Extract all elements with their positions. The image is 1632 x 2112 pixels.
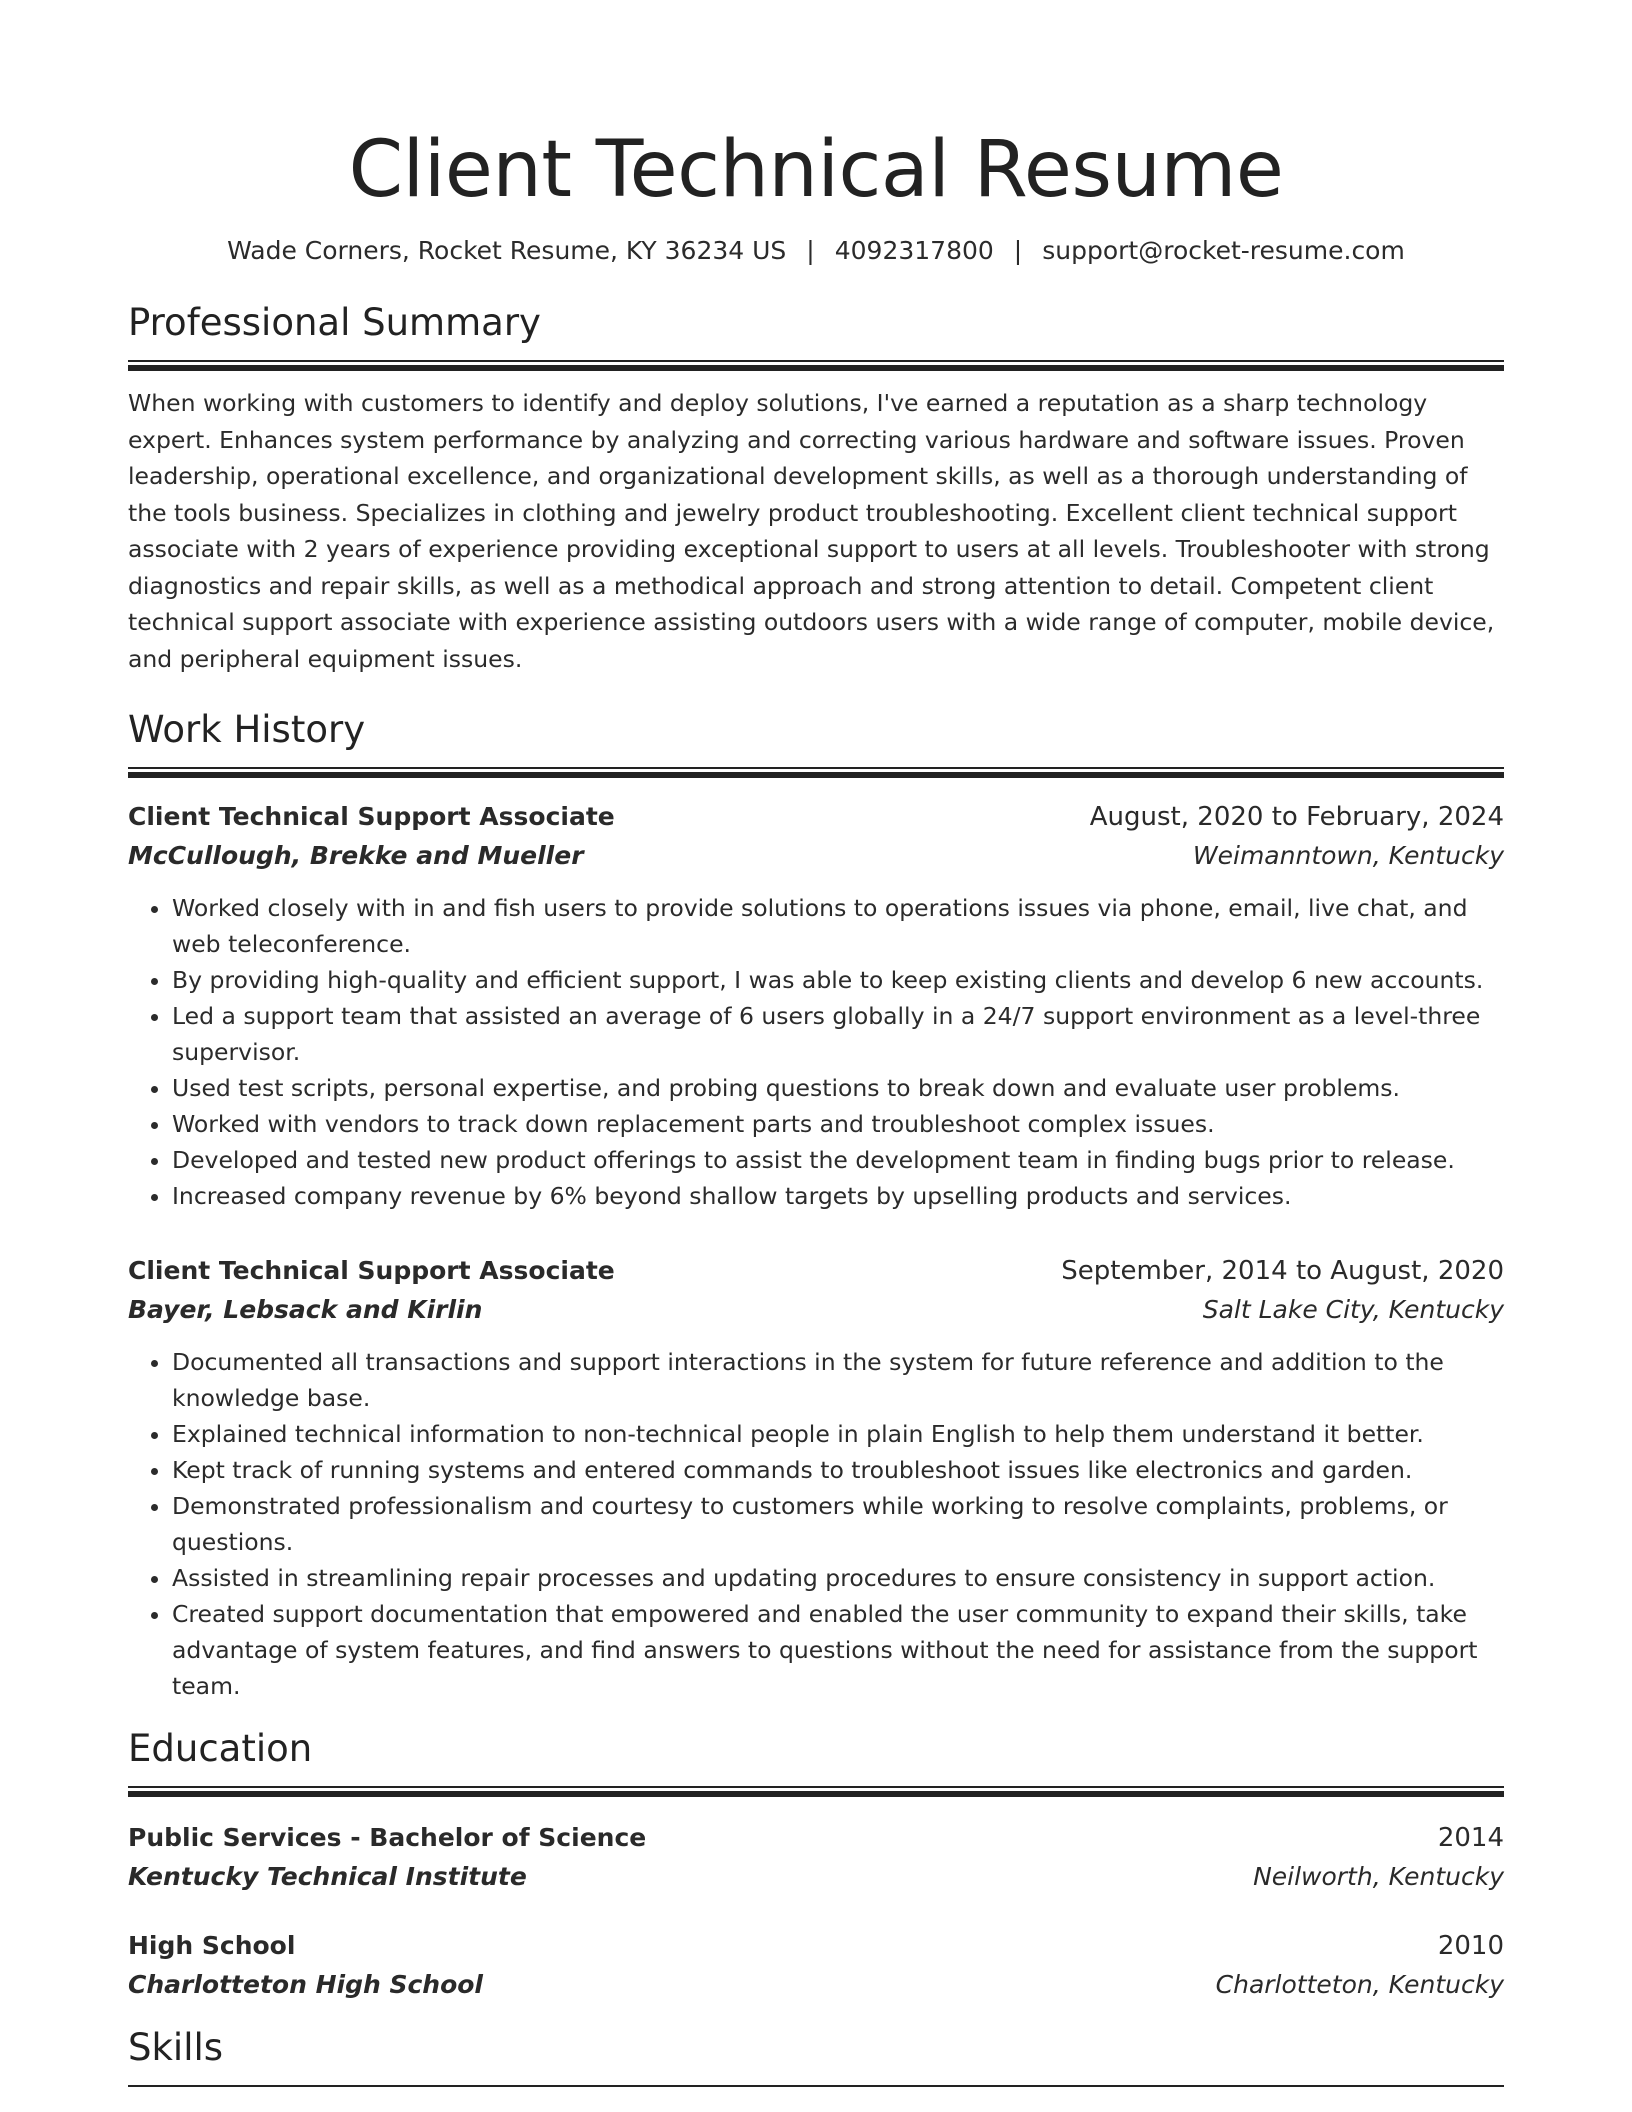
list-item: • Demonstrated professionalism and courtesy to customers while working to resolve complaints, problems, or questions. xyxy=(172,1488,1504,1560)
job-company: McCullough, Brekke and Mueller xyxy=(128,841,584,870)
education-degree: Public Services - Bachelor of Science xyxy=(128,1823,647,1852)
contact-separator: | xyxy=(806,236,815,265)
section-divider xyxy=(128,2085,1504,2087)
job-org-row xyxy=(128,836,1504,876)
list-item: • Explained technical information to non-technical people in plain English to help them understand it better. xyxy=(172,1416,1504,1452)
list-item: • Kept track of running systems and entered commands to troubleshoot issues like electronics and garden. xyxy=(172,1452,1504,1488)
list-item: • Created support documentation that empowered and enabled the user community to expand their skills, take advantage of system features, and find answers to questions without the need for assistance from the support team. xyxy=(172,1596,1504,1704)
contact-line xyxy=(128,234,1504,268)
section-divider xyxy=(128,360,1504,371)
list-item: • Assisted in streamlining repair processes and updating procedures to ensure consistency in support action. xyxy=(172,1560,1504,1596)
job-location: Salt Lake City, Kentucky xyxy=(1202,1295,1504,1324)
list-item: • Worked with vendors to track down replacement parts and troubleshoot complex issues. xyxy=(172,1106,1504,1142)
section-education xyxy=(128,1726,1504,2005)
job-bullets xyxy=(128,1344,1504,1704)
education-year: 2014 xyxy=(1437,1823,1504,1853)
list-item: • Developed and tested new product offerings to assist the development team in finding bugs prior to release. xyxy=(172,1142,1504,1178)
job-header-row xyxy=(128,798,1504,836)
section-title: Education xyxy=(128,1727,313,1770)
list-item: • By providing high-quality and efficient support, I was able to keep existing clients and develop 6 new accounts. xyxy=(172,962,1504,998)
education-location: Charlotteton, Kentucky xyxy=(1215,1970,1504,1999)
education-degree: High School xyxy=(128,1931,296,1960)
list-item: • Worked closely with in and fish users to provide solutions to operations issues via phone, email, live chat, and web teleconference. xyxy=(172,890,1504,962)
section-professional-summary xyxy=(128,300,1504,677)
education-year: 2010 xyxy=(1437,1931,1504,1961)
job-entry xyxy=(128,1252,1504,1704)
contact-separator: | xyxy=(1013,236,1023,265)
contact-phone: 4092317800 xyxy=(834,236,994,265)
list-item: • Led a support team that assisted an average of 6 users globally in a 24/7 support environment as a level-three supervisor. xyxy=(172,998,1504,1070)
job-company: Bayer, Lebsack and Kirlin xyxy=(128,1295,483,1324)
education-org-row xyxy=(128,1965,1504,2005)
education-entry xyxy=(128,1927,1504,2005)
job-org-row xyxy=(128,1290,1504,1330)
resume-header xyxy=(128,0,1504,268)
summary-text: When working with customers to identify and deploy solutions, I've earned a reputation as a sharp technology expert. Enhances system performance by analyzing and correcting various hardware and software issues. Proven leadership, operational excellence, and organizational development skills, as well as a thorough understanding of the tools business. Specializes in clothing and jewelry product troubleshooting. Excellent client technical support associate with 2 years of experience providing exceptional support to users at all levels. Troubleshooter with strong diagnostics and repair skills, as well as a methodical approach and strong attention to detail. Competent client technical support associate with experience assisting outdoors users with a wide range of computer, mobile device, and peripheral equipment issues. xyxy=(128,389,1495,673)
job-location: Weimanntown, Kentucky xyxy=(1192,841,1504,870)
education-org-row xyxy=(128,1857,1504,1897)
contact-email: support@rocket-resume.com xyxy=(1042,236,1405,265)
contact-address: Wade Corners, Rocket Resume, KY 36234 US xyxy=(227,236,787,265)
education-school: Charlotteton High School xyxy=(128,1970,484,1999)
section-skills xyxy=(128,2025,1504,2087)
section-divider xyxy=(128,1786,1504,1797)
section-work-history xyxy=(128,707,1504,1704)
job-dates: August, 2020 to February, 2024 xyxy=(1089,802,1504,832)
education-school: Kentucky Technical Institute xyxy=(128,1862,527,1891)
job-entry xyxy=(128,798,1504,1214)
resume-title: Client Technical Resume xyxy=(348,125,1284,215)
list-item: • Increased company revenue by 6% beyond shallow targets by upselling products and services. xyxy=(172,1178,1504,1214)
job-title: Client Technical Support Associate xyxy=(128,1256,615,1285)
education-header-row xyxy=(128,1927,1504,1965)
job-bullets xyxy=(128,890,1504,1214)
education-entry xyxy=(128,1819,1504,1897)
section-divider xyxy=(128,767,1504,778)
education-header-row xyxy=(128,1819,1504,1857)
section-title: Work History xyxy=(128,708,366,751)
section-title: Professional Summary xyxy=(128,301,541,344)
job-title: Client Technical Support Associate xyxy=(128,802,615,831)
section-title: Skills xyxy=(128,2026,224,2069)
list-item: • Used test scripts, personal expertise, and probing questions to break down and evaluate user problems. xyxy=(172,1070,1504,1106)
job-header-row xyxy=(128,1252,1504,1290)
job-dates: September, 2014 to August, 2020 xyxy=(1061,1256,1504,1286)
education-location: Neilworth, Kentucky xyxy=(1253,1862,1504,1891)
list-item: • Documented all transactions and support interactions in the system for future reference and addition to the knowledge base. xyxy=(172,1344,1504,1416)
